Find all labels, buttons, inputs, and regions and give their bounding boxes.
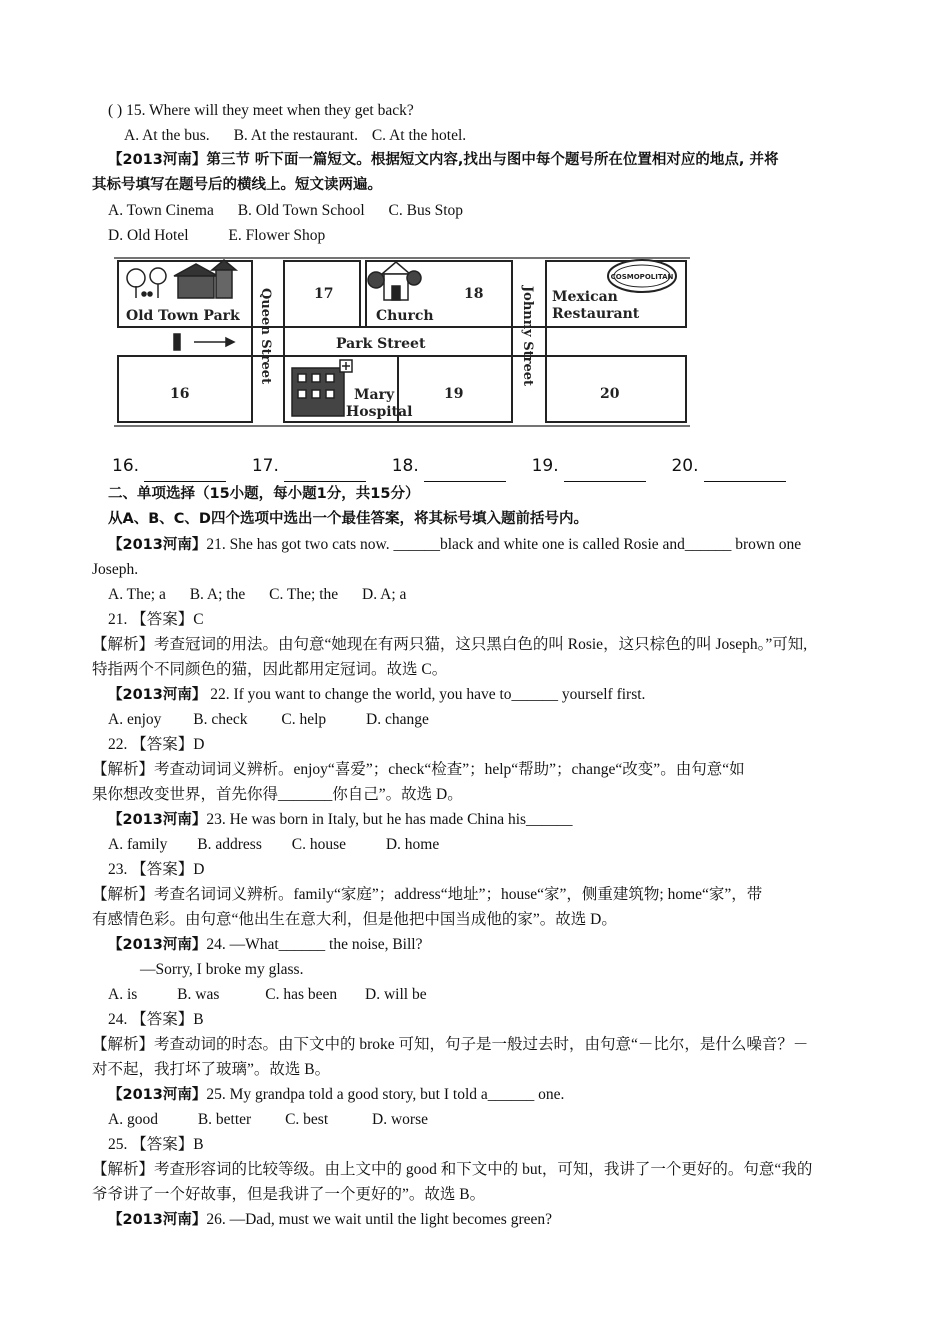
- section3-tag: 【2013河南】: [108, 152, 207, 168]
- q15-stem: ( ) 15. Where will they meet when they get back?: [108, 102, 414, 119]
- old-town-park-label: Old Town Park: [126, 308, 240, 324]
- q21-stem: 【2013河南】21. She has got two cats now. ______black and white one is called Rosie and______ brown one: [108, 536, 802, 553]
- q23-options: A. family B. address C. house D. home: [108, 836, 440, 853]
- mexican-label-2: Restaurant: [552, 306, 640, 322]
- q25-analysis-2: 爷爷讲了一个好故事，但是我讲了一个更好的”。故选 B。: [92, 1186, 486, 1203]
- hospital-label: Hospital: [346, 404, 413, 420]
- part2-instruction: 从A、B、C、D四个选项中选出一个最佳答案，将其标号填入题前括号内。: [108, 511, 588, 527]
- label-19: 19: [444, 386, 464, 402]
- church-icon: [368, 262, 421, 300]
- section3-instruction-2: 其标号填写在题号后的横线上。短文读两遍。: [92, 177, 382, 193]
- q26-stem: 【2013河南】26. —Dad, must we wait until the light becomes green?: [108, 1211, 553, 1228]
- label-16: 16: [170, 386, 190, 402]
- q25-stem: 【2013河南】25. My grandpa told a good story, but I told a______ one.: [108, 1086, 565, 1103]
- q21-answer: 21. 【答案】C: [108, 611, 204, 628]
- q21-stem-cont: Joseph.: [92, 561, 139, 578]
- queen-street-label: Queen Street: [258, 288, 273, 385]
- section3-options-row1: A. Town Cinema B. Old Town School C. Bus Stop: [108, 202, 464, 219]
- map-answer-blanks: [92, 450, 862, 482]
- q25-analysis-1: 【解析】考查形容词的比较等级。由上文中的 good 和下文中的 but，可知，我讲了一个更好的。句意“我的: [92, 1161, 813, 1178]
- blank-16[interactable]: 16.: [112, 450, 226, 482]
- cosmopolitan-text: COSMOPOLITAN: [610, 273, 674, 281]
- q22-analysis-2: 果你想改变世界，首先你得_______你自己”。故选 D。: [92, 786, 463, 803]
- q23-analysis-1: 【解析】考查名词词义辨析。family“家庭”；address“地址”；house“家”，侧重建筑物; home“家”，带: [92, 886, 763, 903]
- street-map: [114, 256, 694, 446]
- blank-20[interactable]: 20.: [671, 450, 785, 482]
- q23-answer: 23. 【答案】D: [108, 861, 205, 878]
- q24-answer: 24. 【答案】B: [108, 1011, 204, 1028]
- q24-analysis-1: 【解析】考查动词的时态。由下文中的 broke 可知，句子是一般过去时，由句意“－比尔，是什么噪音？－: [92, 1036, 809, 1053]
- q21-analysis-2: 特指两个不同颜色的猫，因此都用定冠词。故选 C。: [92, 661, 448, 678]
- q25-answer: 25. 【答案】B: [108, 1136, 204, 1153]
- part2-title: 二、单项选择（15小题，每小题1分，共15分）: [108, 486, 420, 502]
- start-arrow-icon: [174, 334, 234, 350]
- label-18: 18: [464, 286, 484, 302]
- label-20: 20: [600, 386, 620, 402]
- q21-analysis-1: 【解析】考查冠词的用法。由句意“她现在有两只猫，这只黑白色的叫 Rosie，这只棕色的叫 Joseph。”可知,: [92, 636, 808, 653]
- q15-option-b: B. At the restaurant.: [233, 127, 358, 144]
- document-page: [92, 98, 862, 1232]
- q24-analysis-2: 对不起，我打坏了玻璃”。故选 B。: [92, 1061, 331, 1078]
- mexican-label-1: Mexican: [552, 289, 618, 305]
- q23-stem: 【2013河南】23. He was born in Italy, but he has made China his______: [108, 811, 573, 828]
- q15-options: [92, 123, 862, 148]
- street-map-svg: [114, 256, 694, 446]
- q22-options: A. enjoy B. check C. help D. change: [108, 711, 429, 728]
- church-label: Church: [376, 308, 434, 324]
- park-trees-icon: [127, 260, 236, 298]
- johnny-street-label: Johnny Street: [520, 286, 535, 387]
- q23-analysis-2: 有感情色彩。由句意“他出生在意大利，但是他把中国当成他的家”。故选 D。: [92, 911, 617, 928]
- q22-analysis-1: 【解析】考查动词词义辨析。enjoy“喜爱”；check“检查”；help“帮助”；change“改变”。由句意“如: [92, 761, 745, 778]
- q22-stem: 【2013河南】 22. If you want to change the world, you have to______ yourself first.: [108, 686, 646, 703]
- q15-option-a: A. At the bus.: [124, 127, 210, 144]
- section3-instruction-1: 【2013河南】第三节 听下面一篇短文。根据短文内容,找出与图中每个题号所在位置相对应的地点, 并将: [108, 152, 779, 168]
- q24-options: A. is B. was C. has been D. will be: [108, 986, 427, 1003]
- blank-17[interactable]: 17.: [252, 450, 366, 482]
- hospital-icon: [292, 360, 352, 416]
- q24-stem: 【2013河南】24. —What______ the noise, Bill?: [108, 936, 423, 953]
- section3-options-row2: D. Old Hotel E. Flower Shop: [108, 227, 326, 244]
- q22-answer: 22. 【答案】D: [108, 736, 205, 753]
- blank-18[interactable]: 18.: [392, 450, 506, 482]
- mary-label: Mary: [354, 387, 395, 403]
- q21-options: A. The; a B. A; the C. The; the D. A; a: [108, 586, 407, 603]
- q25-options: A. good B. better C. best D. worse: [108, 1111, 428, 1128]
- park-street-label: Park Street: [336, 336, 426, 352]
- blank-19[interactable]: 19.: [532, 450, 646, 482]
- label-17: 17: [314, 286, 334, 302]
- q15-option-c: C. At the hotel.: [371, 127, 467, 144]
- q24-stem-2: —Sorry, I broke my glass.: [140, 961, 304, 978]
